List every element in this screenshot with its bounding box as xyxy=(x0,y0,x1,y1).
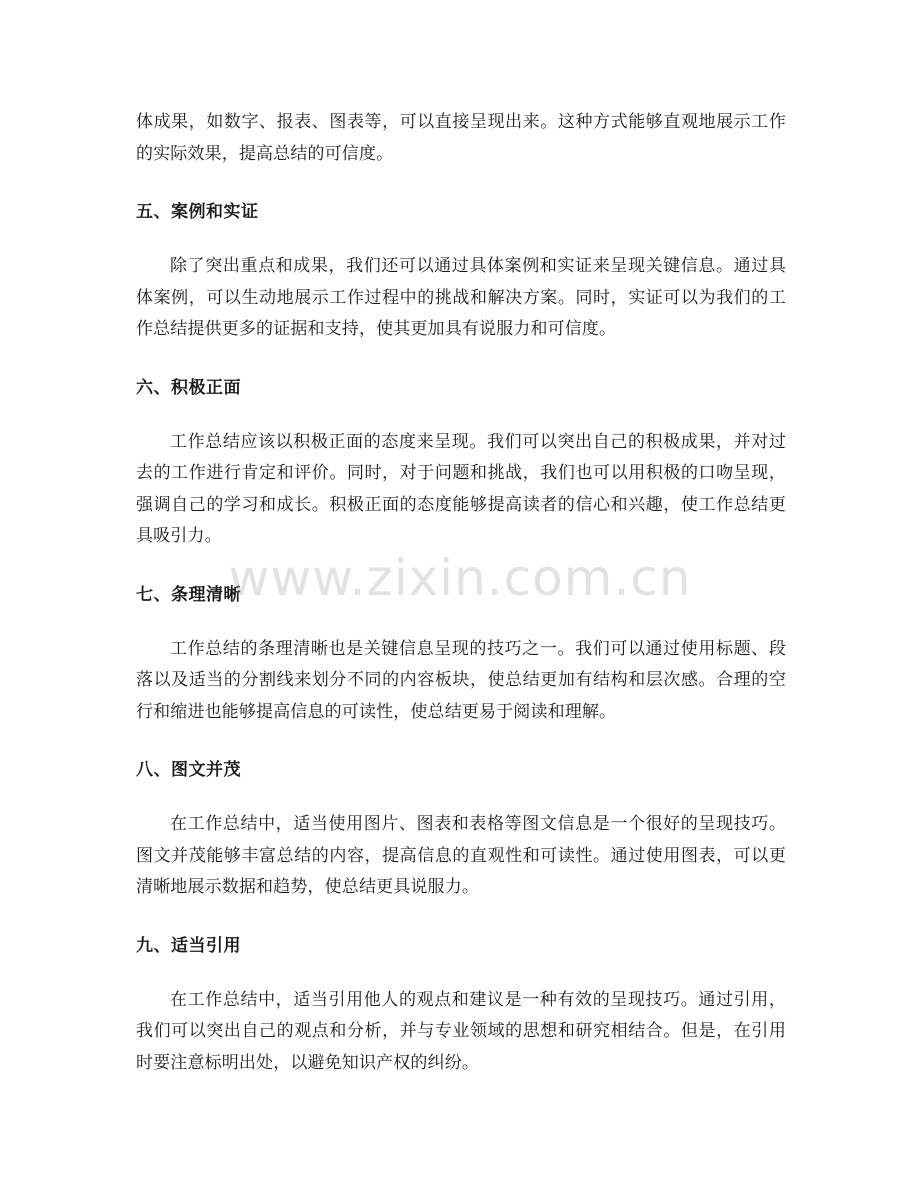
section-heading-9: 九、适当引用 xyxy=(136,935,241,956)
section-body-6: 工作总结应该以积极正面的态度来呈现。我们可以突出自己的积极成果，并对过去的工作进行肯定和评价。同时，对于问题和挑战，我们也可以用积极的口吻呈现，强调自己的学习和成长。积极正面的态度能够提高读者的信心和兴趣，使工作总结更具吸引力。 xyxy=(136,431,786,546)
section-body-8: 在工作总结中，适当使用图片、图表和表格等图文信息是一个很好的呈现技巧。图文并茂能够丰富总结的内容，提高信息的直观性和可读性。通过使用图表，可以更清晰地展示数据和趋势，使总结更具说服力。 xyxy=(136,814,786,897)
section-body-7: 工作总结的条理清晰也是关键信息呈现的技巧之一。我们可以通过使用标题、段落以及适当的分割线来划分不同的内容板块，使总结更加有结构和层次感。合理的空行和缩进也能够提高信息的可读性，使总结更易于阅读和理解。 xyxy=(136,638,786,722)
section-heading-8: 八、图文并茂 xyxy=(136,760,241,780)
watermark-text: www.zixin.com.cn xyxy=(228,549,692,607)
intro-paragraph: 体成果，如数字、报表、图表等，可以直接呈现出来。这种方式能够直观地展示工作的实际效果，提高总结的可信度。 xyxy=(136,112,786,164)
section-body-5: 除了突出重点和成果，我们还可以通过具体案例和实证来呈现关键信息。通过具体案例，可以生动地展示工作过程中的挑战和解决方案。同时，实证可以为我们的工作总结提供更多的证据和支持，使其更加具有说服力和可信度。 xyxy=(136,256,786,339)
section-heading-7: 七、条理清晰 xyxy=(136,584,241,605)
section-heading-5: 五、案例和实证 xyxy=(136,202,259,222)
section-body-9: 在工作总结中，适当引用他人的观点和建议是一种有效的呈现技巧。通过引用，我们可以突出自己的观点和分析，并与专业领域的思想和研究相结合。但是，在引用时要注意标明出处，以避免知识产权的纠纷。 xyxy=(136,989,786,1073)
document-body xyxy=(136,107,786,1079)
section-heading-6: 六、积极正面 xyxy=(136,377,241,398)
